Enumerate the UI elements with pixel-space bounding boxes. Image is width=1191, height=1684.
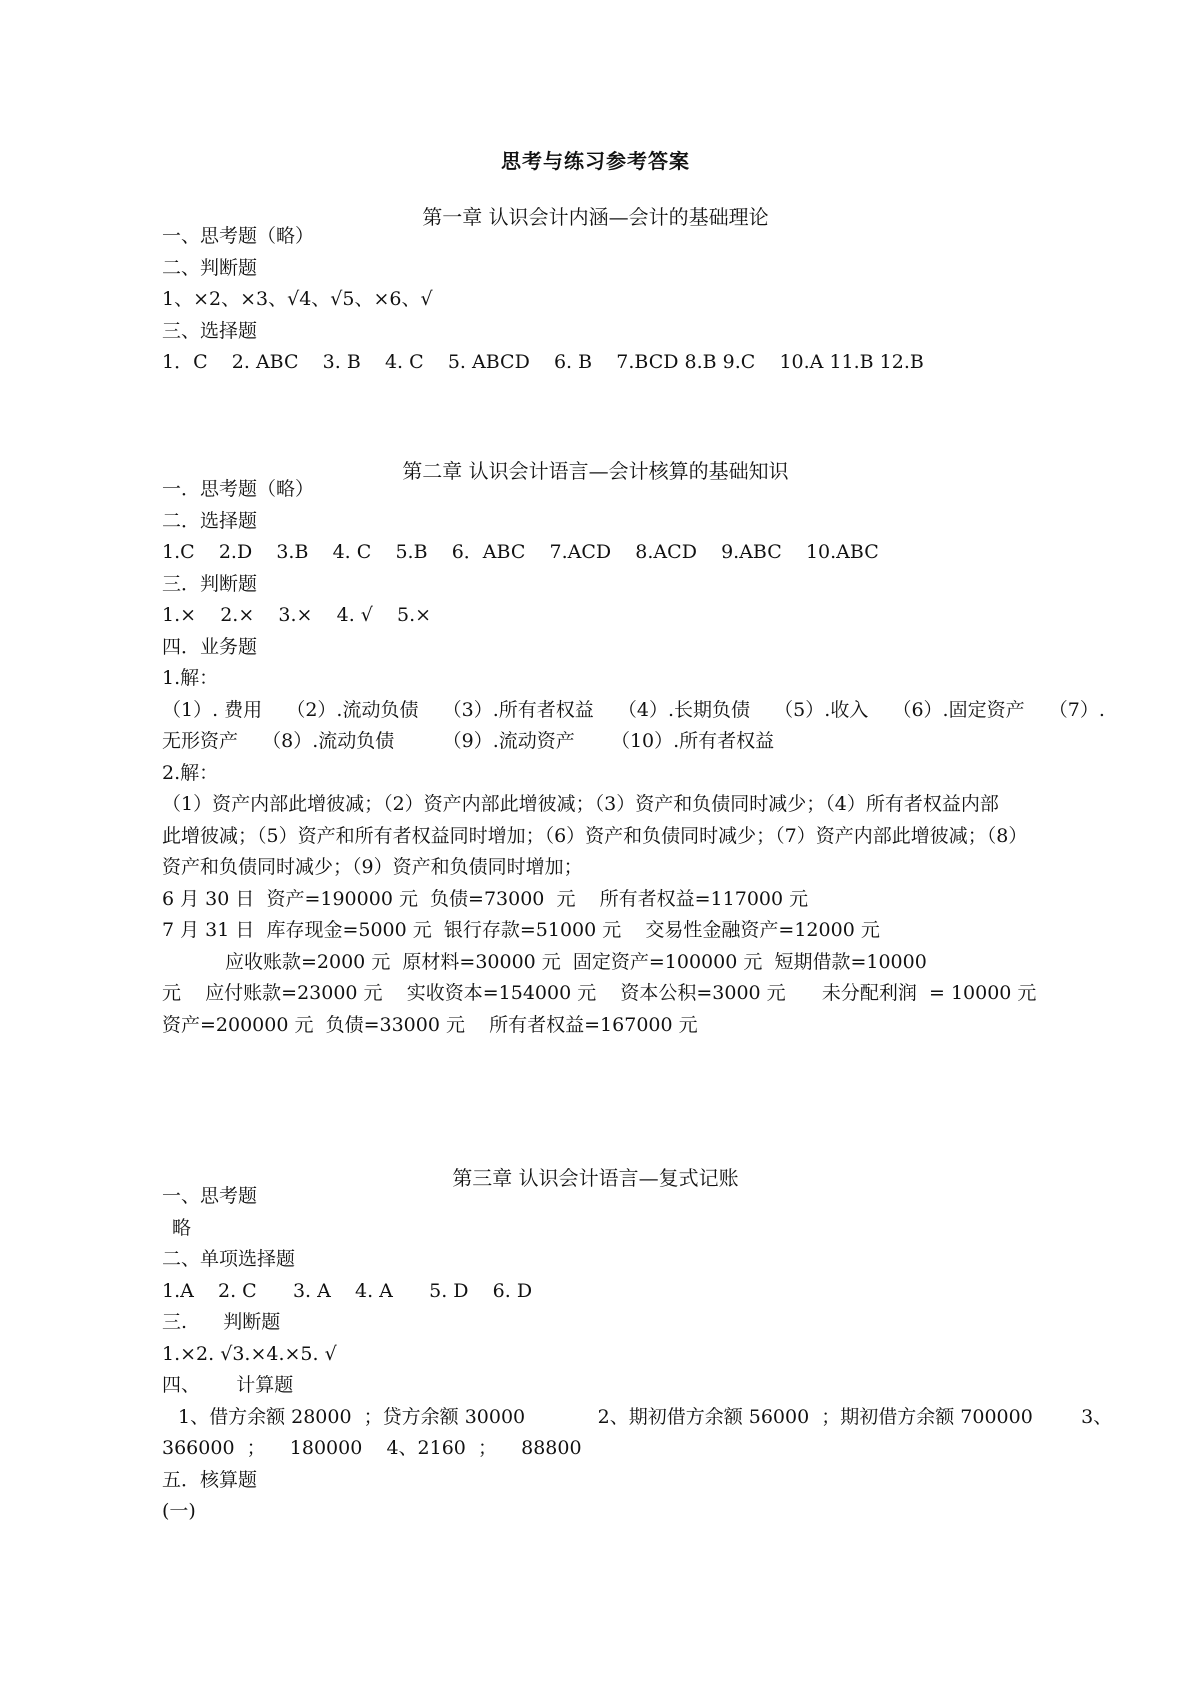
ch2-line: 1.× 2.× 3.× 4. √ 5.× [162,604,432,626]
ch1-line: 二、判断题 [162,256,258,279]
document-title: 思考与练习参考答案 [501,149,690,173]
ch2-line: 资产和负债同时减少；（9）资产和负债同时增加； [162,856,583,878]
chapter-2-body [162,474,1105,1041]
ch2-line: 一．思考题（略） [162,478,315,500]
ch3-line: 366000 ； 180000 4、2160 ； 88800 [162,1437,582,1459]
ch2-line: 四．业务题 [162,635,258,658]
ch3-line: 四、 计算题 [162,1374,294,1396]
ch3-line: 1、借方余额 28000 ；贷方余额 30000 2、期初借方余额 56000 ；期初借方余额 700000 3、 [178,1405,1113,1428]
ch3-line: 五．核算题 [162,1468,258,1491]
chapter-3-body [162,1181,1113,1528]
ch2-line: 三．判断题 [162,572,258,595]
ch2-line: （1）资产内部此增彼减；（2）资产内部此增彼减；（3）资产和负债同时减少；（4）所有者权益内部 [162,793,999,815]
ch1-line: 1、×2、×3、√4、√5、×6、√ [162,288,433,310]
ch2-line: 6 月 30 日 资产=190000 元 负债=73000 元 所有者权益=117000 元 [162,887,809,910]
ch2-line: 元 应付账款=23000 元 实收资本=154000 元 资本公积=3000 元 未分配利润 = 10000 元 [162,982,1037,1004]
ch1-line: 1．C 2. ABC 3. B 4. C 5. ABCD 6. B 7.BCD 8.B 9.C 10.A 11.B 12.B [162,351,924,373]
ch2-line: 资产=200000 元 负债=33000 元 所有者权益=167000 元 [162,1013,698,1036]
chapter-1-body [162,221,1092,379]
chapter-2-title: 第二章 认识会计语言—会计核算的基础知识 [402,459,789,483]
ch1-line: 三、选择题 [162,319,258,342]
ch2-line: 7 月 31 日 库存现金=5000 元 银行存款=51000 元 交易性金融资产=12000 元 [162,919,880,941]
ch2-line: 无形资产 （8）.流动负债 （9）.流动资产 （10）.所有者权益 [162,730,775,752]
ch3-line: 1.×2. √3.×4.×5. √ [162,1342,337,1365]
ch3-line: 三. 判断题 [162,1311,281,1333]
chapter-3-title: 第三章 认识会计语言—复式记账 [452,1166,739,1190]
ch3-line: 略 [172,1216,192,1239]
chapter-1-title: 第一章 认识会计内涵—会计的基础理论 [422,205,769,229]
ch3-line: 二、单项选择题 [162,1248,296,1270]
ch2-line: 二．选择题 [162,509,258,532]
ch2-line: 1.解： [162,667,219,689]
ch2-line: 2.解： [162,761,219,784]
ch3-line: 一、思考题 [162,1185,258,1207]
ch2-line: 应收账款=2000 元 原材料=30000 元 固定资产=100000 元 短期借款=10000 [225,950,927,973]
ch2-line: 此增彼减；（5）资产和所有者权益同时增加；（6）资产和负债同时减少；（7）资产内部此增彼减；（8） [162,824,1028,847]
ch2-line: （1）. 费用 （2）.流动负债 （3）.所有者权益 （4）.长期负债 （5）.收入 （6）.固定资产 （7）. [162,698,1105,721]
ch1-line: 一、思考题（略） [162,225,315,247]
ch3-line: 1.A 2. C 3. A 4. A 5. D 6. D [162,1279,533,1302]
ch2-line: 1.C 2.D 3.B 4. C 5.B 6．ABC 7.ACD 8.ACD 9.ABC 10.ABC [162,541,879,563]
ch3-line: (一) [162,1500,196,1522]
